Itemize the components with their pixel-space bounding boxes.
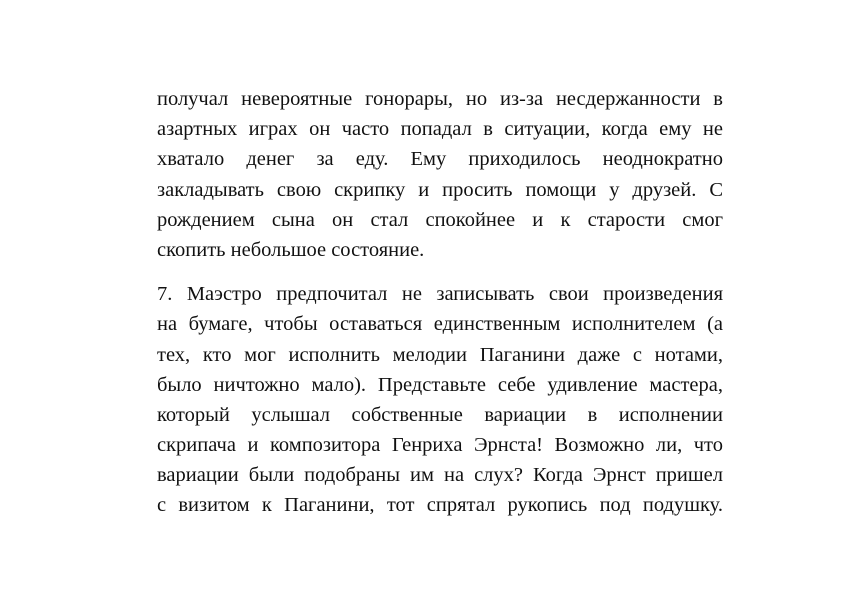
text-line: на бумаге, чтобы оставаться единственным исполнителем (а (157, 313, 723, 336)
paragraph-1 (157, 84, 723, 265)
text-line: 7. Маэстро предпочитал не записывать свои произведения (157, 283, 723, 306)
text-line: скрипача и композитора Генриха Эрнста! Возможно ли, что (157, 434, 723, 457)
text-line: скопить небольшое состояние. (157, 238, 425, 261)
paragraph-2 (157, 279, 723, 521)
text-line: азартных играх он часто попадал в ситуации, когда ему не (157, 118, 723, 141)
text-line: получал невероятные гонорары, но из-за несдержанности в (157, 88, 723, 110)
paragraph-spacer (157, 265, 723, 279)
text-line: который услышал собственные вариации в исполнении (157, 403, 723, 426)
text-block (157, 84, 723, 521)
text-line: с визитом к Паганини, тот спрятал рукопись под подушку. (157, 494, 723, 517)
text-line: рождением сына он стал спокойнее и к старости смог (157, 208, 723, 231)
text-line: хватало денег за еду. Ему приходилось неоднократно (157, 148, 723, 171)
text-line: было ничтожно мало). Представьте себе удивление мастера, (157, 373, 723, 396)
text-line: тех, кто мог исполнить мелодии Паганини даже с нотами, (157, 343, 723, 366)
text-line: закладывать свою скрипку и просить помощи у друзей. С (157, 178, 723, 201)
text-line: вариации были подобраны им на слух? Когда Эрнст пришел (157, 464, 723, 487)
